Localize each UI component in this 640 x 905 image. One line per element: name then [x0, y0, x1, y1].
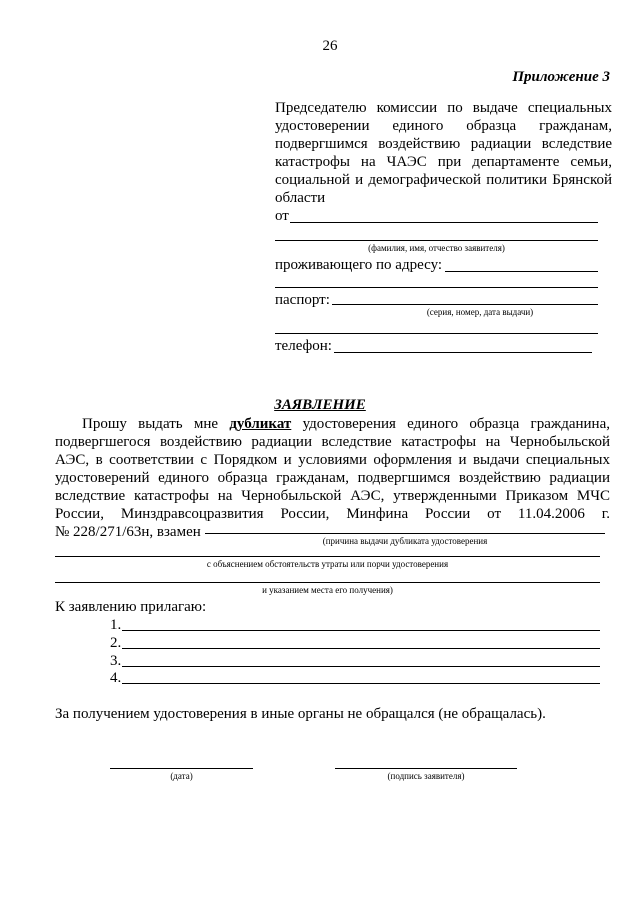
attachment-number: 1. [110, 617, 122, 633]
attachment-field-line[interactable] [122, 683, 600, 684]
addressee-block [275, 99, 612, 207]
signature-caption: (подпись заявителя) [387, 771, 465, 781]
signature-field-line[interactable] [335, 768, 517, 769]
statement-text: Прошу выдать мне [82, 416, 219, 432]
passport-field-line[interactable] [332, 304, 598, 305]
reason-caption-1: (причина выдачи дубликата удостоверения [322, 536, 488, 546]
phone-field-line[interactable] [334, 352, 592, 353]
date-field-line[interactable] [110, 768, 253, 769]
page-number: 26 [322, 38, 338, 54]
reason-field-line-2[interactable] [55, 556, 600, 557]
attachment-number: 2. [110, 635, 122, 651]
phone-label: телефон: [275, 338, 332, 354]
address-label: проживающего по адресу: [275, 257, 443, 273]
attachment-field-line[interactable] [122, 648, 600, 649]
statement-line: подвергшегося воздействию радиации вследствие катастрофы на Чернобыльской [55, 434, 610, 450]
appendix-label: Приложение 3 [512, 69, 610, 85]
reason-caption-3: и указанием места его получения) [262, 585, 393, 595]
statement-line: АЭС, в соответствии с Порядком и условиями оформления и выдачи специальных [55, 452, 610, 468]
attachment-number: 3. [110, 653, 122, 669]
name-caption: (фамилия, имя, отчество заявителя) [368, 243, 505, 253]
addressee-line: подвергшимся воздействию радиации вследствие [275, 136, 612, 152]
reason-field-line[interactable] [205, 533, 605, 534]
addressee-line: Председателю комиссии по выдаче специальных [275, 100, 612, 116]
statement-line: удостоверений единого образца гражданам, подвергшимся воздействию радиации [55, 470, 610, 486]
address-field-line[interactable] [445, 271, 598, 272]
attachment-field-line[interactable] [122, 666, 600, 667]
from-label: от [275, 208, 289, 224]
statement-line-last: № 228/271/63н, взамен [55, 524, 201, 540]
addressee-line: удостоверении единого образца гражданам, [275, 118, 612, 134]
attachment-field-line[interactable] [122, 630, 600, 631]
statement-line: России, Минздравсоцразвития России, Минфина России от 11.04.2006 г. [55, 506, 610, 522]
statement-body [55, 415, 610, 541]
passport-label: паспорт: [275, 292, 330, 308]
addressee-line: социальной и демографической политики Брянской [275, 172, 612, 188]
addressee-line: катастрофы на ЧАЭС при департаменте семьи, [275, 154, 612, 170]
date-caption: (дата) [170, 771, 193, 781]
statement-text: удостоверения единого образца гражданина, [302, 416, 610, 432]
statement-title: ЗАЯВЛЕНИЕ [274, 397, 366, 413]
passport-caption: (серия, номер, дата выдачи) [426, 307, 534, 317]
statement-line-first [55, 415, 610, 433]
from-field-line[interactable] [290, 222, 598, 223]
reason-caption-2: с объяснением обстоятельств утраты или порчи удостоверения [206, 559, 449, 569]
duplicate-word: дубликат [229, 416, 292, 432]
attachments-label: К заявлению прилагаю: [55, 599, 207, 615]
passport-field-line-2[interactable] [275, 333, 598, 334]
statement-line: вследствие катастрофы на Чернобыльской АЭС, утвержденными Приказом МЧС [55, 488, 610, 504]
note-text: За получением удостоверения в иные органы не обращался (не обращалась). [55, 706, 546, 722]
address-field-line-2[interactable] [275, 287, 598, 288]
addressee-line: области [275, 190, 326, 206]
attachment-number: 4. [110, 670, 122, 686]
name-field-line[interactable] [275, 240, 598, 241]
reason-field-line-3[interactable] [55, 582, 600, 583]
